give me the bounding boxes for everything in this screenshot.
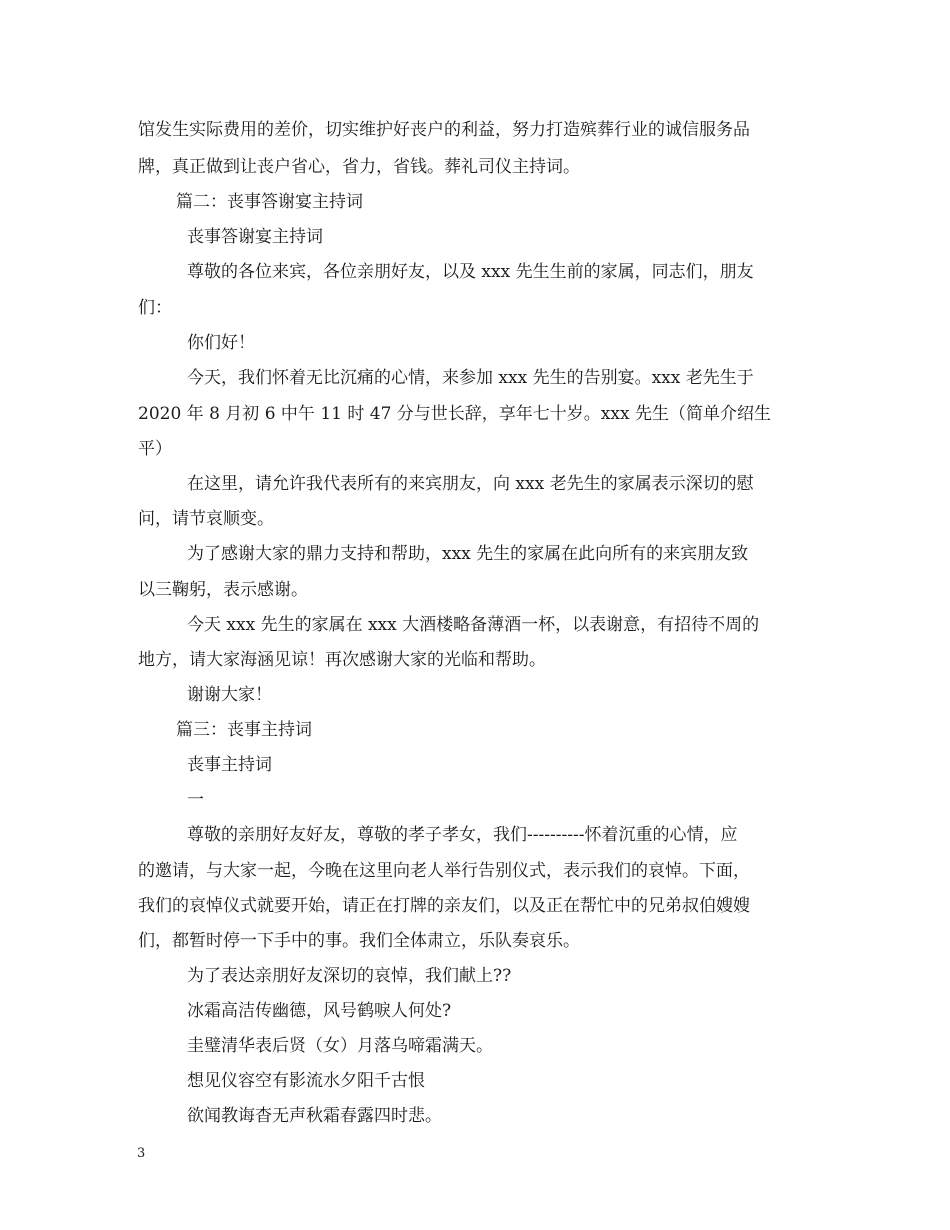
text-line: 为了表达亲朋好友深切的哀悼，我们献上??: [187, 966, 512, 986]
text-line: 你们好！: [187, 333, 255, 353]
text-line: 想见仪容空有影流水夕阳千古恨: [187, 1071, 425, 1091]
text-line: 欲闻教诲杳无声秋霜春露四时悲。: [187, 1106, 442, 1126]
text-line: 尊敬的亲朋好友好友，尊敬的孝子孝女，我们----------怀着沉重的心情，应: [187, 825, 738, 845]
text-line: 2020 年 8 月初 6 中午 11 时 47 分与世长辞，享年七十岁。xxx 先生（简单介绍生: [138, 404, 771, 424]
text-line: 馆发生实际费用的差价，切实维护好丧户的利益，努力打造殡葬行业的诚信服务品: [138, 120, 750, 140]
text-line: 牌，真正做到让丧户省心，省力，省钱。葬礼司仪主持词。: [138, 157, 580, 177]
text-line: 圭璧清华表后贤（女）月落乌啼霜满天。: [187, 1036, 493, 1056]
text-line: 我们的哀悼仪式就要开始，请正在打牌的亲友们，以及正在帮忙中的兄弟叔伯嫂嫂: [138, 896, 750, 916]
text-line: 今天 xxx 先生的家属在 xxx 大酒楼略备薄酒一杯，以表谢意，有招待不周的: [187, 615, 760, 635]
section-title: 丧事主持词: [187, 755, 272, 775]
text-line: 们：: [138, 298, 172, 318]
text-line: 谢谢大家！: [187, 685, 272, 705]
text-line: 平）: [138, 439, 172, 459]
section-heading: 篇三：丧事主持词: [176, 720, 312, 740]
text-line: 们，都暂时停一下手中的事。我们全体肃立，乐队奏哀乐。: [138, 931, 580, 951]
text-line: 为了感谢大家的鼎力支持和帮助，xxx 先生的家属在此向所有的来宾朋友致: [187, 544, 749, 564]
text-line: 在这里，请允许我代表所有的来宾朋友，向 xxx 老先生的家属表示深切的慰: [187, 474, 754, 494]
text-line: 一: [187, 790, 204, 810]
text-line: 以三鞠躬，表示感谢。: [138, 580, 308, 600]
text-line: 冰霜高洁传幽德，风号鹤唳人何处?: [187, 1001, 452, 1021]
page-number: 3: [137, 1146, 146, 1161]
section-heading: 篇二：丧事答谢宴主持词: [176, 192, 363, 212]
section-title: 丧事答谢宴主持词: [187, 227, 323, 247]
text-line: 尊敬的各位来宾，各位亲朋好友，以及 xxx 先生生前的家属，同志们，朋友: [187, 262, 754, 282]
text-line: 今天，我们怀着无比沉痛的心情，来参加 xxx 先生的告别宴。xxx 老先生于: [187, 368, 754, 388]
text-line: 问，请节哀顺变。: [138, 509, 274, 529]
text-line: 的邀请，与大家一起，今晚在这里向老人举行告别仪式，表示我们的哀悼。下面，: [138, 861, 750, 881]
text-line: 地方，请大家海涵见谅！再次感谢大家的光临和帮助。: [138, 650, 546, 670]
